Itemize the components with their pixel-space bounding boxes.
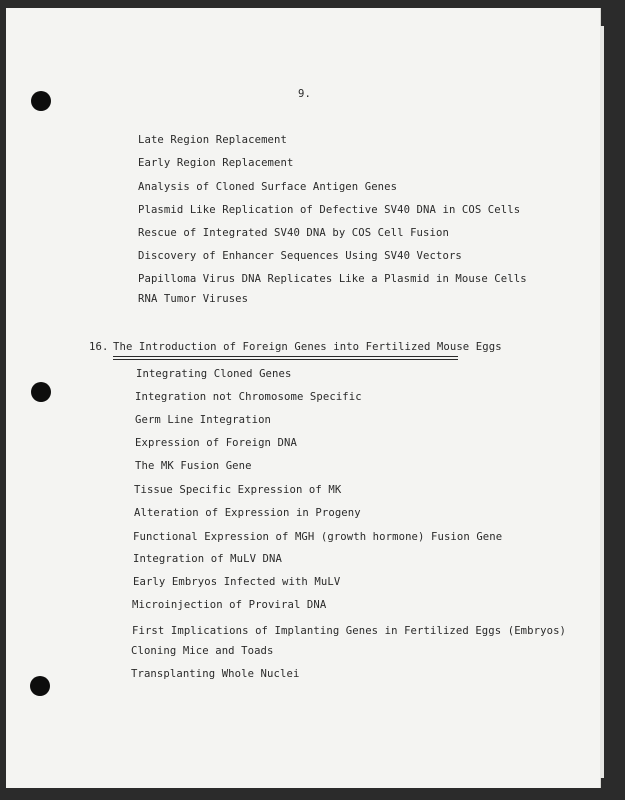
list-item: Tissue Specific Expression of MK (134, 484, 342, 496)
list-item: Integrating Cloned Genes (136, 368, 292, 380)
list-item: RNA Tumor Viruses (138, 293, 249, 305)
title-underline-2 (113, 359, 458, 360)
list-item: Integration not Chromosome Specific (135, 391, 362, 403)
list-item: Microinjection of Proviral DNA (132, 599, 327, 611)
list-item: Expression of Foreign DNA (135, 437, 297, 449)
list-item: Early Region Replacement (138, 157, 294, 169)
list-item: Papilloma Virus DNA Replicates Like a Plasmid in Mouse Cells (138, 273, 527, 285)
punch-hole-top (31, 91, 51, 111)
list-item: The MK Fusion Gene (135, 460, 252, 472)
list-item: Plasmid Like Replication of Defective SV40 DNA in COS Cells (138, 204, 521, 216)
page-edge (600, 26, 604, 778)
list-item: Late Region Replacement (138, 134, 287, 146)
section-number: 16. (89, 341, 109, 353)
list-item: First Implications of Implanting Genes in Fertilized Eggs (Embryos) (132, 625, 567, 637)
list-item: Integration of MuLV DNA (133, 553, 282, 565)
list-item: Rescue of Integrated SV40 DNA by COS Cell Fusion (138, 227, 449, 239)
page-number: 9. (298, 88, 311, 100)
list-item: Cloning Mice and Toads (131, 645, 274, 657)
list-item: Early Embryos Infected with MuLV (133, 576, 341, 588)
list-item: Analysis of Cloned Surface Antigen Genes (138, 181, 398, 193)
title-underline-1 (113, 356, 458, 357)
section-title: The Introduction of Foreign Genes into Fertilized Mouse Eggs (113, 341, 502, 353)
list-item: Functional Expression of MGH (growth hormone) Fusion Gene (133, 531, 503, 543)
list-item: Germ Line Integration (135, 414, 272, 426)
list-item: Alteration of Expression in Progeny (134, 507, 361, 519)
punch-hole-middle (31, 382, 51, 402)
punch-hole-bottom (30, 676, 50, 696)
list-item: Transplanting Whole Nuclei (131, 668, 300, 680)
list-item: Discovery of Enhancer Sequences Using SV40 Vectors (138, 250, 462, 262)
